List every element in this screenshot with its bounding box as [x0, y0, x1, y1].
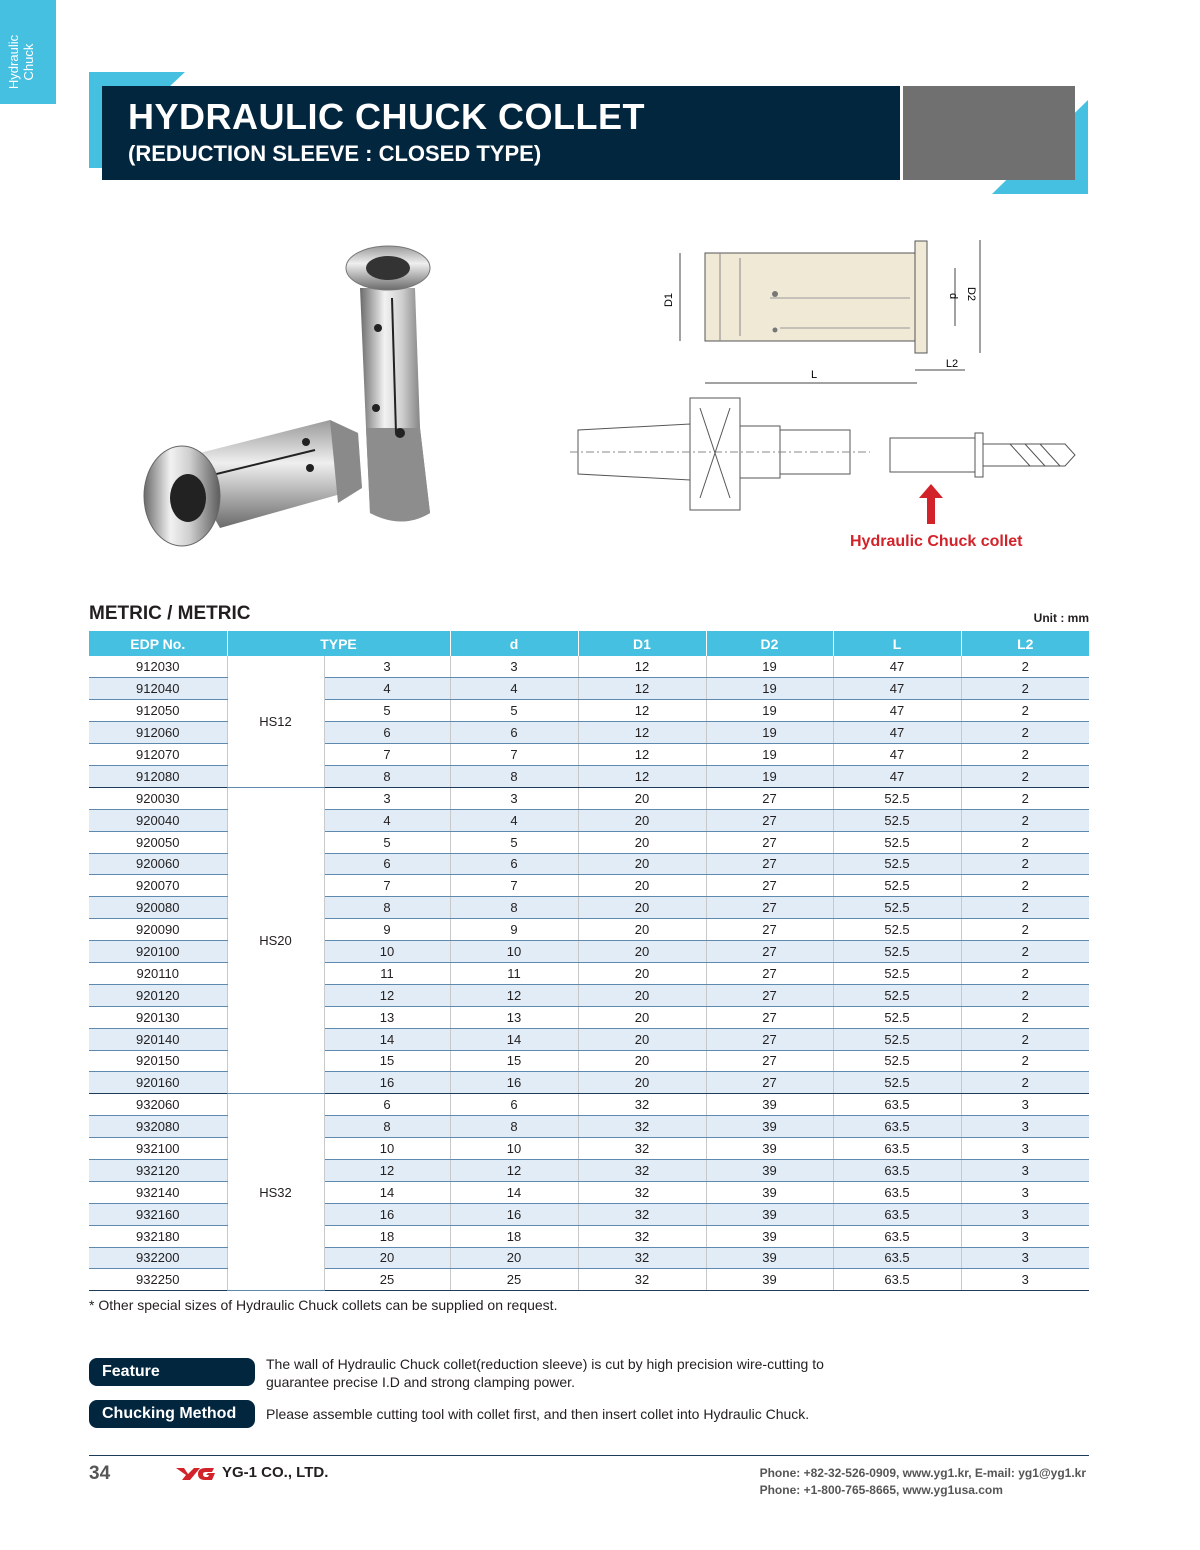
cell-L2: 3: [961, 1181, 1089, 1203]
cell-L2: 3: [961, 1225, 1089, 1247]
cell-L2: 2: [961, 678, 1089, 700]
cell-type-size: 13: [324, 1006, 450, 1028]
cell-D1: 12: [578, 678, 706, 700]
chucking-method-text: Please assemble cutting tool with collet first, and then insert collet into Hydraulic Chuck.: [266, 1406, 810, 1422]
cell-edp: 932080: [89, 1116, 227, 1138]
cell-L: 52.5: [833, 809, 961, 831]
cell-type-size: 4: [324, 809, 450, 831]
cell-type-group: HS20: [227, 787, 324, 1093]
cell-L: 63.5: [833, 1159, 961, 1181]
cell-edp: 920150: [89, 1050, 227, 1072]
cell-d: 10: [450, 941, 578, 963]
cell-D2: 27: [706, 897, 833, 919]
cell-D2: 19: [706, 656, 833, 678]
cell-D2: 27: [706, 853, 833, 875]
cell-L: 52.5: [833, 853, 961, 875]
cell-type-size: 7: [324, 875, 450, 897]
cell-d: 14: [450, 1028, 578, 1050]
cell-type-size: 8: [324, 897, 450, 919]
cell-edp: 932160: [89, 1203, 227, 1225]
contact-line-korea: Phone: +82-32-526-0909, www.yg1.kr, E-mail: yg1@yg1.kr: [759, 1466, 1086, 1480]
cell-edp: 920070: [89, 875, 227, 897]
cell-type-size: 5: [324, 700, 450, 722]
page-subtitle: (REDUCTION SLEEVE : CLOSED TYPE): [128, 141, 542, 166]
cell-D1: 20: [578, 1028, 706, 1050]
cell-L2: 2: [961, 984, 1089, 1006]
cell-edp: 920140: [89, 1028, 227, 1050]
cell-edp: 912060: [89, 722, 227, 744]
cell-edp: 920050: [89, 831, 227, 853]
cell-L2: 3: [961, 1159, 1089, 1181]
cell-L: 52.5: [833, 984, 961, 1006]
cell-type-size: 3: [324, 656, 450, 678]
cell-type-size: 12: [324, 984, 450, 1006]
cell-L2: 2: [961, 656, 1089, 678]
cell-D1: 32: [578, 1094, 706, 1116]
cell-type-size: 11: [324, 962, 450, 984]
feature-text-line2: guarantee precise I.D and strong clamping power.: [266, 1374, 575, 1390]
header-type: TYPE: [227, 631, 450, 656]
cell-edp: 912080: [89, 765, 227, 787]
cell-type-size: 8: [324, 765, 450, 787]
cell-L: 47: [833, 722, 961, 744]
header-L: L: [833, 631, 961, 656]
cell-D2: 27: [706, 809, 833, 831]
cell-D2: 19: [706, 744, 833, 766]
cell-d: 5: [450, 700, 578, 722]
cell-L2: 2: [961, 831, 1089, 853]
cell-d: 8: [450, 765, 578, 787]
cell-L2: 2: [961, 700, 1089, 722]
cell-d: 11: [450, 962, 578, 984]
cell-L2: 2: [961, 853, 1089, 875]
cell-D2: 27: [706, 919, 833, 941]
cell-d: 8: [450, 1116, 578, 1138]
cell-L: 47: [833, 765, 961, 787]
cell-type-group: HS12: [227, 656, 324, 787]
cell-D2: 27: [706, 787, 833, 809]
cell-L: 52.5: [833, 787, 961, 809]
cell-D1: 20: [578, 787, 706, 809]
cell-L2: 2: [961, 875, 1089, 897]
cell-type-size: 14: [324, 1181, 450, 1203]
side-tab-label: [6, 16, 50, 108]
cell-L: 47: [833, 678, 961, 700]
dim-D1: D1: [663, 292, 675, 308]
cell-d: 12: [450, 1159, 578, 1181]
cell-edp: 920160: [89, 1072, 227, 1094]
cell-D1: 20: [578, 1072, 706, 1094]
company-name: YG-1 CO., LTD.: [222, 1464, 329, 1481]
cell-D2: 39: [706, 1203, 833, 1225]
cell-d: 4: [450, 678, 578, 700]
cell-d: 7: [450, 875, 578, 897]
cell-edp: 920130: [89, 1006, 227, 1028]
cell-D2: 39: [706, 1247, 833, 1269]
cell-edp: 932120: [89, 1159, 227, 1181]
cell-L2: 2: [961, 809, 1089, 831]
cell-edp: 932180: [89, 1225, 227, 1247]
cell-L: 52.5: [833, 1006, 961, 1028]
cell-D2: 27: [706, 984, 833, 1006]
cell-type-size: 6: [324, 1094, 450, 1116]
cell-D1: 20: [578, 984, 706, 1006]
cell-D1: 20: [578, 809, 706, 831]
feature-text-line1: The wall of Hydraulic Chuck collet(reduction sleeve) is cut by high precision wire-cutting to: [266, 1356, 824, 1372]
cell-L: 63.5: [833, 1094, 961, 1116]
cell-d: 10: [450, 1138, 578, 1160]
cell-D2: 27: [706, 962, 833, 984]
cell-type-size: 7: [324, 744, 450, 766]
chucking-method-badge: Chucking Method: [89, 1400, 255, 1428]
cell-D2: 27: [706, 1028, 833, 1050]
cell-L2: 2: [961, 1050, 1089, 1072]
cell-d: 6: [450, 1094, 578, 1116]
header-edp: EDP No.: [89, 631, 227, 656]
cell-d: 13: [450, 1006, 578, 1028]
cell-type-size: 6: [324, 722, 450, 744]
cell-L: 52.5: [833, 919, 961, 941]
cell-L2: 3: [961, 1203, 1089, 1225]
cell-d: 6: [450, 722, 578, 744]
feature-badge: Feature: [89, 1358, 255, 1386]
cell-type-size: 14: [324, 1028, 450, 1050]
cell-edp: 920100: [89, 941, 227, 963]
cell-type-size: 10: [324, 941, 450, 963]
cell-D1: 32: [578, 1225, 706, 1247]
cell-d: 16: [450, 1203, 578, 1225]
cell-D2: 39: [706, 1094, 833, 1116]
unit-label: Unit : mm: [1033, 611, 1089, 625]
cell-D1: 20: [578, 875, 706, 897]
cell-edp: 920060: [89, 853, 227, 875]
cell-D2: 19: [706, 678, 833, 700]
cell-D2: 27: [706, 1050, 833, 1072]
cell-D1: 32: [578, 1269, 706, 1291]
cell-D1: 32: [578, 1138, 706, 1160]
cell-type-size: 10: [324, 1138, 450, 1160]
cell-d: 20: [450, 1247, 578, 1269]
contact-line-usa: Phone: +1-800-765-8665, www.yg1usa.com: [759, 1483, 1003, 1497]
cell-type-size: 4: [324, 678, 450, 700]
cell-type-size: 15: [324, 1050, 450, 1072]
cell-D1: 20: [578, 853, 706, 875]
cell-L2: 3: [961, 1138, 1089, 1160]
banner-gray-block: [903, 86, 1075, 180]
page-title: HYDRAULIC CHUCK COLLET: [128, 96, 645, 137]
cell-type-size: 8: [324, 1116, 450, 1138]
cell-type-size: 25: [324, 1269, 450, 1291]
cell-L: 52.5: [833, 1028, 961, 1050]
cell-d: 9: [450, 919, 578, 941]
dim-d: d: [947, 292, 959, 300]
cell-edp: 920040: [89, 809, 227, 831]
cell-edp: 912070: [89, 744, 227, 766]
cell-d: 16: [450, 1072, 578, 1094]
cell-L: 52.5: [833, 1050, 961, 1072]
header-D2: D2: [706, 631, 833, 656]
special-sizes-note: * Other special sizes of Hydraulic Chuck collets can be supplied on request.: [89, 1297, 558, 1313]
cell-L: 52.5: [833, 831, 961, 853]
cell-d: 8: [450, 897, 578, 919]
cell-L2: 2: [961, 787, 1089, 809]
cell-d: 3: [450, 787, 578, 809]
cell-edp: 912050: [89, 700, 227, 722]
cell-D2: 19: [706, 722, 833, 744]
cell-edp: 932250: [89, 1269, 227, 1291]
cell-D1: 12: [578, 744, 706, 766]
cell-D2: 27: [706, 831, 833, 853]
cell-L2: 2: [961, 722, 1089, 744]
cell-D2: 27: [706, 875, 833, 897]
cell-L: 52.5: [833, 941, 961, 963]
yg1-logo-icon: [174, 1466, 216, 1482]
cell-d: 6: [450, 853, 578, 875]
cell-D1: 32: [578, 1203, 706, 1225]
cell-L2: 2: [961, 765, 1089, 787]
cell-D2: 27: [706, 1006, 833, 1028]
dim-L: L: [810, 369, 818, 381]
cell-edp: 920110: [89, 962, 227, 984]
cell-type-size: 6: [324, 853, 450, 875]
cell-L: 63.5: [833, 1225, 961, 1247]
cell-D1: 32: [578, 1159, 706, 1181]
cell-L2: 3: [961, 1247, 1089, 1269]
cell-D2: 39: [706, 1269, 833, 1291]
cell-L2: 2: [961, 941, 1089, 963]
cell-D1: 32: [578, 1181, 706, 1203]
dim-L2: L2: [945, 358, 959, 370]
cell-type-size: 16: [324, 1203, 450, 1225]
cell-edp: 932140: [89, 1181, 227, 1203]
header-L2: L2: [961, 631, 1089, 656]
cell-L: 63.5: [833, 1247, 961, 1269]
cell-L2: 2: [961, 1028, 1089, 1050]
cell-D2: 19: [706, 765, 833, 787]
cell-d: 25: [450, 1269, 578, 1291]
collet-callout-label: Hydraulic Chuck collet: [850, 533, 1023, 550]
cell-D2: 19: [706, 700, 833, 722]
cell-type-size: 20: [324, 1247, 450, 1269]
section-title: METRIC / METRIC: [89, 603, 251, 624]
cell-D2: 39: [706, 1138, 833, 1160]
cell-L2: 2: [961, 897, 1089, 919]
product-photo: [130, 228, 510, 568]
cell-L: 63.5: [833, 1269, 961, 1291]
footer-divider: [89, 1455, 1089, 1456]
cell-d: 4: [450, 809, 578, 831]
cell-D2: 39: [706, 1181, 833, 1203]
cell-L: 52.5: [833, 875, 961, 897]
dim-D2: D2: [965, 286, 977, 302]
cell-D1: 20: [578, 897, 706, 919]
technical-drawing: [570, 228, 1090, 558]
cell-D1: 12: [578, 656, 706, 678]
cell-D1: 20: [578, 831, 706, 853]
side-tab-line2: Chuck: [21, 43, 36, 81]
cell-L: 52.5: [833, 897, 961, 919]
table-body: [89, 656, 1089, 1291]
cell-d: 5: [450, 831, 578, 853]
table-row: [89, 656, 1089, 678]
header-D1: D1: [578, 631, 706, 656]
side-tab[interactable]: [0, 0, 56, 104]
cell-edp: 912040: [89, 678, 227, 700]
cell-D1: 32: [578, 1247, 706, 1269]
cell-L: 47: [833, 700, 961, 722]
cell-type-size: 5: [324, 831, 450, 853]
cell-L2: 2: [961, 744, 1089, 766]
cell-L2: 3: [961, 1269, 1089, 1291]
cell-d: 18: [450, 1225, 578, 1247]
cell-edp: 932060: [89, 1094, 227, 1116]
side-tab-line1: Hydraulic: [6, 34, 21, 90]
cell-L: 47: [833, 744, 961, 766]
cell-D1: 20: [578, 919, 706, 941]
spec-table: [89, 631, 1089, 1291]
cell-L2: 2: [961, 962, 1089, 984]
cell-edp: 920120: [89, 984, 227, 1006]
cell-d: 15: [450, 1050, 578, 1072]
table-row: [89, 1094, 1089, 1116]
cell-d: 3: [450, 656, 578, 678]
cell-L: 52.5: [833, 962, 961, 984]
cell-D1: 20: [578, 1050, 706, 1072]
cell-L: 63.5: [833, 1116, 961, 1138]
cell-edp: 932100: [89, 1138, 227, 1160]
cell-edp: 932200: [89, 1247, 227, 1269]
cell-L: 63.5: [833, 1181, 961, 1203]
cell-d: 14: [450, 1181, 578, 1203]
cell-type-group: HS32: [227, 1094, 324, 1291]
cell-D1: 20: [578, 1006, 706, 1028]
cell-D2: 27: [706, 1072, 833, 1094]
cell-edp: 912030: [89, 656, 227, 678]
cell-type-size: 18: [324, 1225, 450, 1247]
cell-D2: 39: [706, 1225, 833, 1247]
cell-type-size: 12: [324, 1159, 450, 1181]
cell-L2: 2: [961, 1072, 1089, 1094]
cell-D1: 12: [578, 722, 706, 744]
cell-D1: 12: [578, 700, 706, 722]
table-row: [89, 787, 1089, 809]
cell-L: 63.5: [833, 1138, 961, 1160]
cell-D1: 12: [578, 765, 706, 787]
cell-L2: 3: [961, 1116, 1089, 1138]
cell-type-size: 16: [324, 1072, 450, 1094]
cell-type-size: 3: [324, 787, 450, 809]
cell-edp: 920090: [89, 919, 227, 941]
cell-L2: 2: [961, 919, 1089, 941]
cell-D2: 27: [706, 941, 833, 963]
cell-d: 7: [450, 744, 578, 766]
cell-L2: 2: [961, 1006, 1089, 1028]
cell-L: 47: [833, 656, 961, 678]
cell-D1: 20: [578, 941, 706, 963]
cell-L: 52.5: [833, 1072, 961, 1094]
cell-D2: 39: [706, 1116, 833, 1138]
table-header-row: [89, 631, 1089, 656]
contact-info: [760, 1465, 1086, 1499]
cell-L: 63.5: [833, 1203, 961, 1225]
cell-D2: 39: [706, 1159, 833, 1181]
cell-L2: 3: [961, 1094, 1089, 1116]
cell-D1: 32: [578, 1116, 706, 1138]
feature-text: [266, 1355, 824, 1391]
cell-edp: 920080: [89, 897, 227, 919]
cell-type-size: 9: [324, 919, 450, 941]
cell-edp: 920030: [89, 787, 227, 809]
cell-D1: 20: [578, 962, 706, 984]
page-number: 34: [89, 1463, 111, 1484]
header-d: d: [450, 631, 578, 656]
cell-d: 12: [450, 984, 578, 1006]
